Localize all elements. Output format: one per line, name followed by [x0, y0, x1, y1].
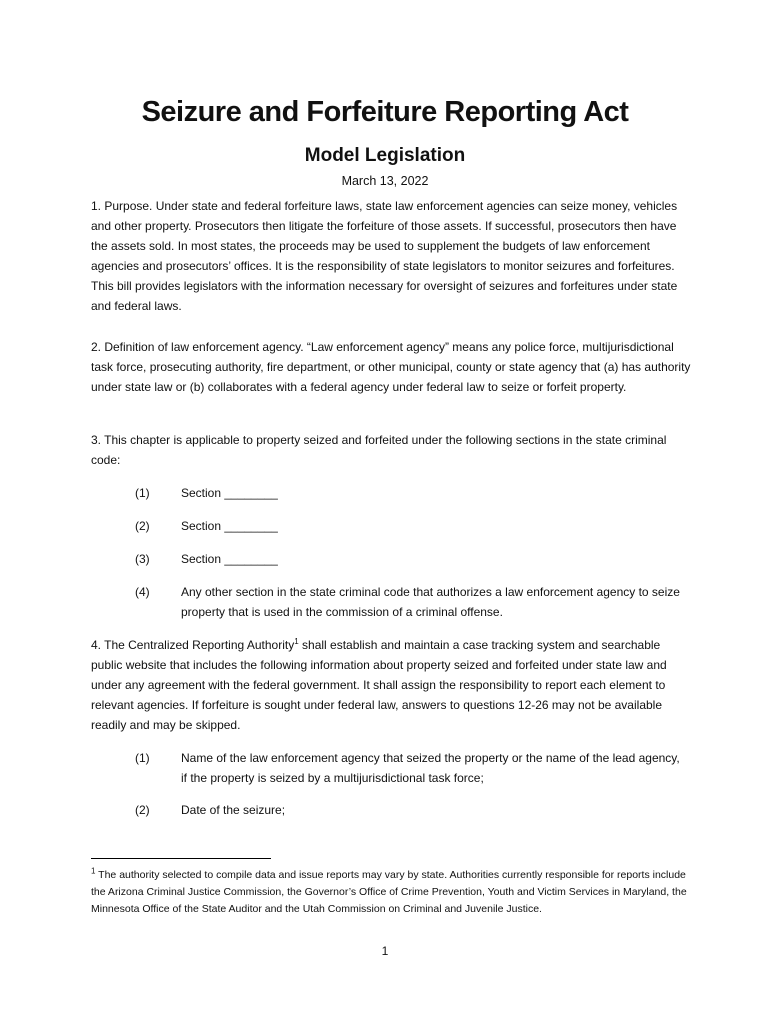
list-item-text: Section ________ — [181, 552, 278, 566]
footnote — [91, 867, 691, 918]
list-item-text: Name of the law enforcement agency that seized the property or the name of the lead agency, if the property is seized by a multijurisdictional task force; — [181, 751, 680, 785]
footnote-divider — [91, 858, 271, 859]
list-item-number: (2) — [135, 519, 150, 533]
list-item-number: (4) — [135, 585, 150, 599]
list-item-number: (3) — [135, 552, 150, 566]
section-3-applicability: 3. This chapter is applicable to property seized and forfeited under the following sections in the state criminal code: — [91, 433, 667, 467]
list-item-number: (1) — [135, 486, 150, 500]
section-4-reporting-authority — [91, 635, 691, 735]
page-number: 1 — [381, 944, 389, 958]
section-4-text: shall establish and maintain a case tracking system and searchable public website that includes the following information about property seized and forfeited under state law and under any agreement with the federal government. It shall assign the responsibility to report each element to relevant agencies. If forfeiture is sought under federal law, answers to questions 12-26 may not be available readily and may be skipped. — [91, 638, 667, 732]
footnote-text: The authority selected to compile data and issue reports may vary by state. Authorities currently responsible for reports include the Arizona Criminal Justice Commission, the Governor’s Office of Crime Prevention, Youth and Victim Services in Maryland, the Minnesota Office of the State Auditor and the Utah Commission on Criminal and Juvenile Justice. — [91, 869, 687, 915]
section-4-lead: 4. The Centralized Reporting Authority — [91, 638, 295, 652]
list-item-text: Section ________ — [181, 486, 278, 500]
list-item-text: Date of the seizure; — [181, 803, 286, 817]
list-item-text: Section ________ — [181, 519, 278, 533]
document-date: March 13, 2022 — [341, 174, 429, 188]
section-1-purpose: 1. Purpose. Under state and federal forfeiture laws, state law enforcement agencies can seize money, vehicles and other property. Prosecutors then litigate the forfeiture of those assets. If successful, prosecutors then have the assets sold. In most states, the proceeds may be used to supplement the budgets of law enforcement agencies and prosecutors’ offices. It is the responsibility of state legislators to monitor seizures and forfeitures. This bill provides legislators with the information necessary for oversight of seizures and forfeitures under state and federal laws. — [91, 199, 678, 313]
section-2-definition: 2. Definition of law enforcement agency. “Law enforcement agency” means any police force, multijurisdictional task force, prosecuting authority, fire department, or other municipal, county or state agency that (a) has authority under state law or (b) collaborates with a federal agency under federal law to seize or forfeit property. — [91, 340, 691, 394]
list-item-number: (1) — [135, 751, 150, 765]
footnote-reference[interactable]: 1 — [294, 637, 299, 646]
document-subtitle: Model Legislation — [304, 145, 466, 166]
list-item-number: (2) — [135, 803, 150, 817]
list-item-text: Any other section in the state criminal code that authorizes a law enforcement agency to seize property that is used in the commission of a criminal offense. — [181, 585, 680, 619]
document-title: Seizure and Forfeiture Reporting Act — [141, 96, 629, 128]
footnote-mark: 1 — [91, 866, 96, 876]
